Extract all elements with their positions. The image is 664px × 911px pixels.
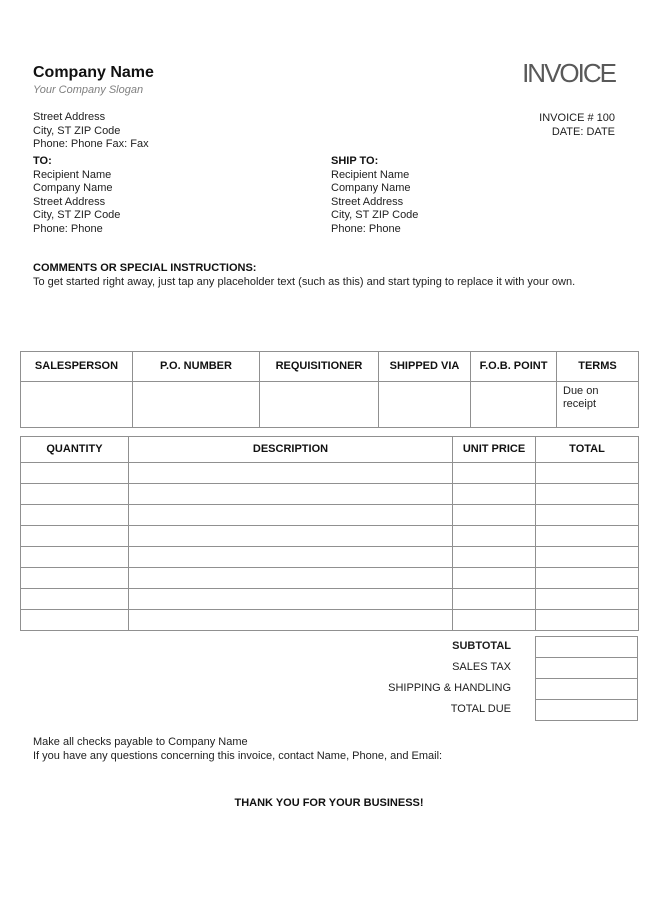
ship-to-block [331,155,629,236]
col-header-description: DESCRIPTION [129,437,453,463]
invoice-meta [522,112,615,139]
item-cell[interactable] [21,505,129,526]
salesperson-cell[interactable] [21,382,133,428]
invoice-header [522,58,615,139]
shipping-handling-label: SHIPPING & HANDLING [388,682,511,695]
item-cell[interactable] [453,484,536,505]
subtotal-label: SUBTOTAL [452,640,511,653]
bill-to-line[interactable]: Street Address [33,195,106,208]
item-cell[interactable] [536,547,639,568]
item-cell[interactable] [453,568,536,589]
sales-tax-label: SALES TAX [452,661,511,674]
item-cell[interactable] [129,505,453,526]
invoice-date[interactable]: DATE: DATE [551,125,615,138]
ship-to-line[interactable]: City, ST ZIP Code [331,209,419,221]
comments-section [33,262,633,289]
item-row [21,610,639,631]
bill-to-block [33,155,331,236]
item-cell[interactable] [129,463,453,484]
item-cell[interactable] [129,547,453,568]
company-address-line[interactable]: Street Address [33,111,106,123]
item-cell[interactable] [21,568,129,589]
total-due-value-box[interactable] [535,699,638,721]
ship-to-line[interactable]: Company Name [331,182,411,194]
company-slogan[interactable]: Your Company Slogan [33,84,144,96]
item-row [21,568,639,589]
bill-to-line[interactable]: Phone: Phone [33,222,103,235]
item-cell[interactable] [453,547,536,568]
item-cell[interactable] [453,463,536,484]
ship-to-line[interactable]: Recipient Name [331,168,410,181]
item-row [21,589,639,610]
item-cell[interactable] [453,610,536,631]
company-name[interactable]: Company Name [33,64,154,81]
item-cell[interactable] [453,589,536,610]
item-row [21,547,639,568]
summary-row-total-due [20,699,638,721]
item-cell[interactable] [21,484,129,505]
item-cell[interactable] [536,589,639,610]
col-header-requisitioner: REQUISITIONER [260,352,379,382]
subtotal-value-box[interactable] [535,636,638,658]
order-info-header-row [21,352,639,382]
company-address-line[interactable]: Phone: Phone Fax: Fax [33,138,149,150]
item-row [21,505,639,526]
summary-row-sales-tax [20,657,638,679]
bill-to-line[interactable]: Recipient Name [33,168,112,181]
item-cell[interactable] [129,610,453,631]
item-cell[interactable] [453,505,536,526]
questions-line: If you have any questions concerning this invoice, contact Name, Phone, and Email: [33,749,443,762]
company-address [33,111,154,152]
item-row [21,526,639,547]
company-header [33,64,154,152]
shipping-handling-value-box[interactable] [535,678,638,700]
po-number-cell[interactable] [133,382,260,428]
item-cell[interactable] [453,526,536,547]
summary-row-subtotal [20,636,638,658]
total-due-label: TOTAL DUE [450,703,511,716]
bill-to-line[interactable]: City, ST ZIP Code [33,209,121,221]
footer-notes [33,736,633,763]
item-cell[interactable] [21,589,129,610]
comments-body[interactable]: To get started right away, just tap any placeholder text (such as this) and start typing to replace it with your own. [33,275,576,288]
col-header-po-number: P.O. NUMBER [133,352,260,382]
ship-to-label: SHIP TO: [331,155,379,167]
recipient-section [33,155,631,236]
item-cell[interactable] [129,589,453,610]
item-row [21,484,639,505]
col-header-fob-point: F.O.B. POINT [471,352,557,382]
item-cell[interactable] [536,463,639,484]
comments-label: COMMENTS OR SPECIAL INSTRUCTIONS: [33,262,257,274]
col-header-terms: TERMS [557,352,639,382]
line-items-table [20,436,639,631]
checks-payable-line: Make all checks payable to Company Name [33,736,248,748]
item-cell[interactable] [21,526,129,547]
item-cell[interactable] [21,547,129,568]
requisitioner-cell[interactable] [260,382,379,428]
item-cell[interactable] [536,610,639,631]
invoice-title: INVOICE [522,58,615,88]
item-cell[interactable] [129,526,453,547]
shipped-via-cell[interactable] [379,382,471,428]
terms-cell[interactable]: Due on receipt [557,382,639,428]
order-info-table [20,351,639,428]
bill-to-label: TO: [33,155,52,167]
ship-to-line[interactable]: Street Address [331,195,404,208]
col-header-salesperson: SALESPERSON [21,352,133,382]
line-items-header-row [21,437,639,463]
item-cell[interactable] [129,568,453,589]
summary-section [20,636,638,721]
item-cell[interactable] [21,463,129,484]
col-header-unit-price: UNIT PRICE [453,437,536,463]
item-row [21,463,639,484]
bill-to-line[interactable]: Company Name [33,182,113,194]
ship-to-line[interactable]: Phone: Phone [331,222,401,235]
sales-tax-value-box[interactable] [535,657,638,679]
thank-you-line: THANK YOU FOR YOUR BUSINESS! [234,797,424,809]
item-cell[interactable] [129,484,453,505]
col-header-quantity: QUANTITY [21,437,129,463]
col-header-shipped-via: SHIPPED VIA [379,352,471,382]
item-cell[interactable] [536,568,639,589]
company-address-line[interactable]: City, ST ZIP Code [33,124,121,137]
order-info-row [21,382,639,428]
col-header-total: TOTAL [536,437,639,463]
summary-row-shipping [20,678,638,700]
item-cell[interactable] [21,610,129,631]
invoice-number[interactable]: INVOICE # 100 [539,112,615,124]
item-cell[interactable] [536,505,639,526]
item-cell[interactable] [536,484,639,505]
item-cell[interactable] [536,526,639,547]
fob-point-cell[interactable] [471,382,557,428]
